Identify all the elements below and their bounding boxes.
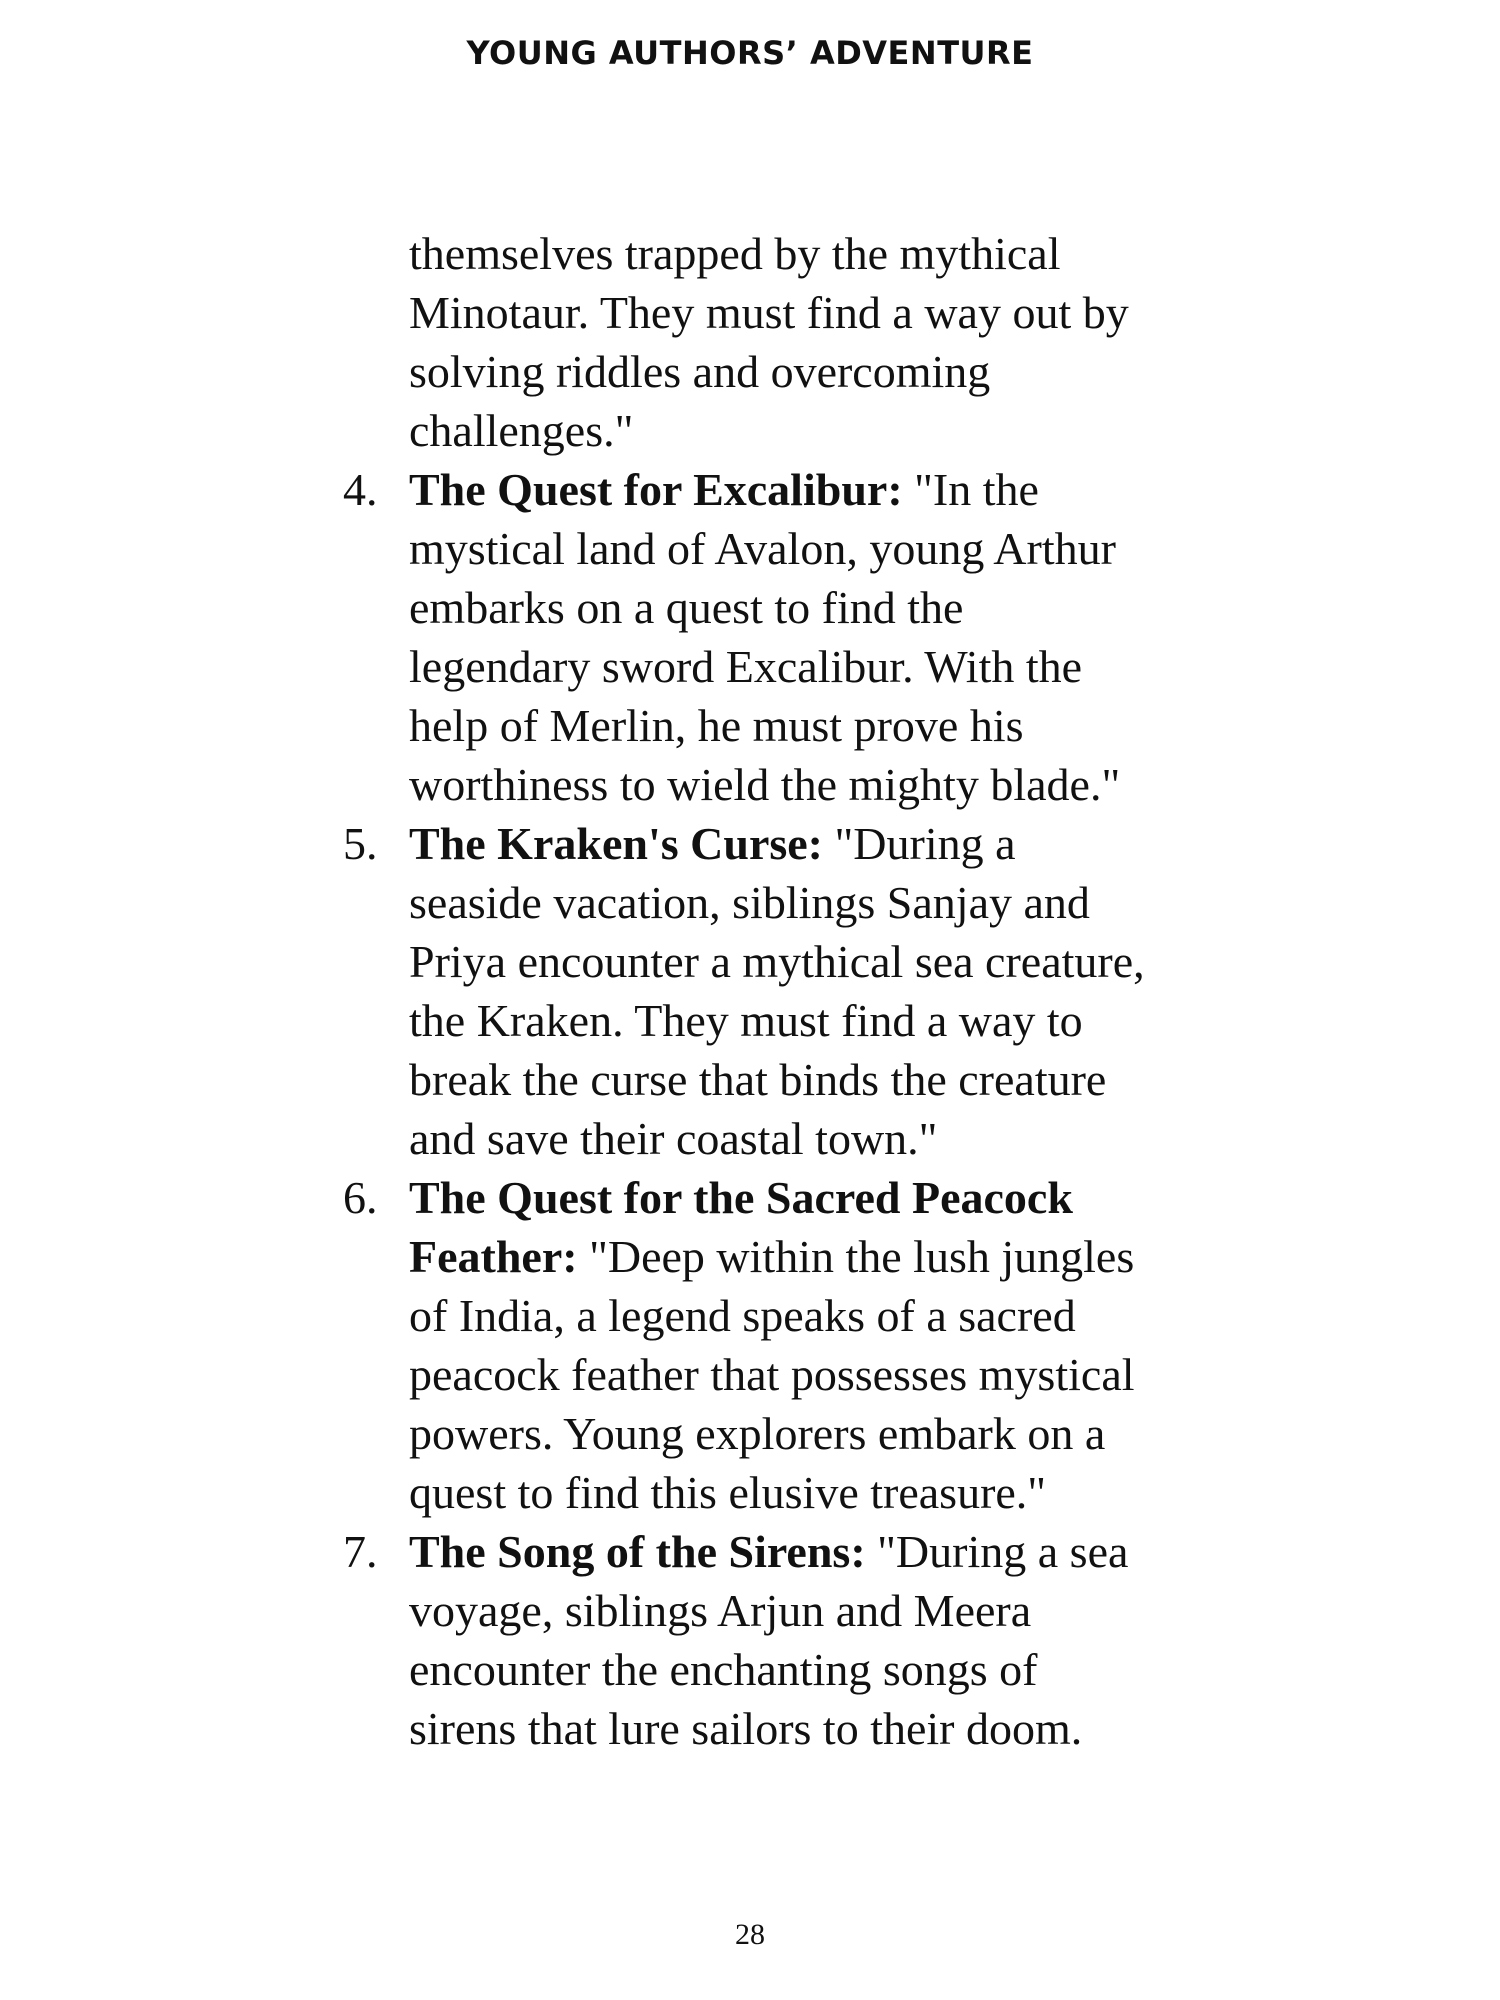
text-line: voyage, siblings Arjun and Meera: [409, 1585, 1032, 1636]
text-line: challenges.": [409, 405, 634, 456]
text-line: encounter the enchanting songs of: [409, 1644, 1038, 1695]
item-title: Feather:: [409, 1231, 578, 1282]
text-line: the Kraken. They must find a way to: [409, 995, 1083, 1046]
text-line: Priya encounter a mythical sea creature,: [409, 936, 1145, 987]
list-number: 6.: [343, 1172, 378, 1223]
list-item-7: [343, 1522, 1343, 1758]
page-body: [343, 224, 1343, 1758]
item-text: "During a sea: [865, 1526, 1129, 1577]
item-text: "In the: [902, 464, 1039, 515]
item-text: "During a: [823, 818, 1016, 869]
text-line: legendary sword Excalibur. With the: [409, 641, 1083, 692]
text-line: peacock feather that possesses mystical: [409, 1349, 1135, 1400]
page-number: 28: [735, 1918, 765, 1951]
text-line: quest to find this elusive treasure.": [409, 1467, 1047, 1518]
text-line: help of Merlin, he must prove his: [409, 700, 1024, 751]
running-header: YOUNG AUTHORS’ ADVENTURE: [466, 34, 1034, 72]
item-title: The Song of the Sirens:: [409, 1526, 866, 1577]
text-line: [409, 1227, 1343, 1286]
text-line: embarks on a quest to find the: [409, 582, 964, 633]
item-title: The Quest for the Sacred Peacock: [409, 1172, 1073, 1223]
text-line: powers. Young explorers embark on a: [409, 1408, 1106, 1459]
list-number: 4.: [343, 464, 378, 515]
item-title: The Quest for Excalibur:: [409, 464, 903, 515]
text-line: Minotaur. They must find a way out by: [409, 287, 1129, 338]
continuation-paragraph: [343, 224, 1343, 460]
list-number: 7.: [343, 1526, 378, 1577]
item-text: "Deep within the lush jungles: [577, 1231, 1135, 1282]
list-item-5: [343, 814, 1343, 1168]
list-item-6: [343, 1168, 1343, 1522]
text-line: break the curse that binds the creature: [409, 1054, 1107, 1105]
item-title: The Kraken's Curse:: [409, 818, 823, 869]
text-line: of India, a legend speaks of a sacred: [409, 1290, 1076, 1341]
text-line: and save their coastal town.": [409, 1113, 938, 1164]
text-line: themselves trapped by the mythical: [409, 228, 1061, 279]
text-line: mystical land of Avalon, young Arthur: [409, 523, 1116, 574]
text-line: seaside vacation, siblings Sanjay and: [409, 877, 1090, 928]
text-line: [409, 460, 1343, 519]
text-line: [409, 1522, 1343, 1581]
text-line: [409, 814, 1343, 873]
text-line: solving riddles and overcoming: [409, 346, 991, 397]
list-number: 5.: [343, 818, 378, 869]
text-line: worthiness to wield the mighty blade.": [409, 759, 1121, 810]
text-line: sirens that lure sailors to their doom.: [409, 1703, 1083, 1754]
list-item-4: [343, 460, 1343, 814]
